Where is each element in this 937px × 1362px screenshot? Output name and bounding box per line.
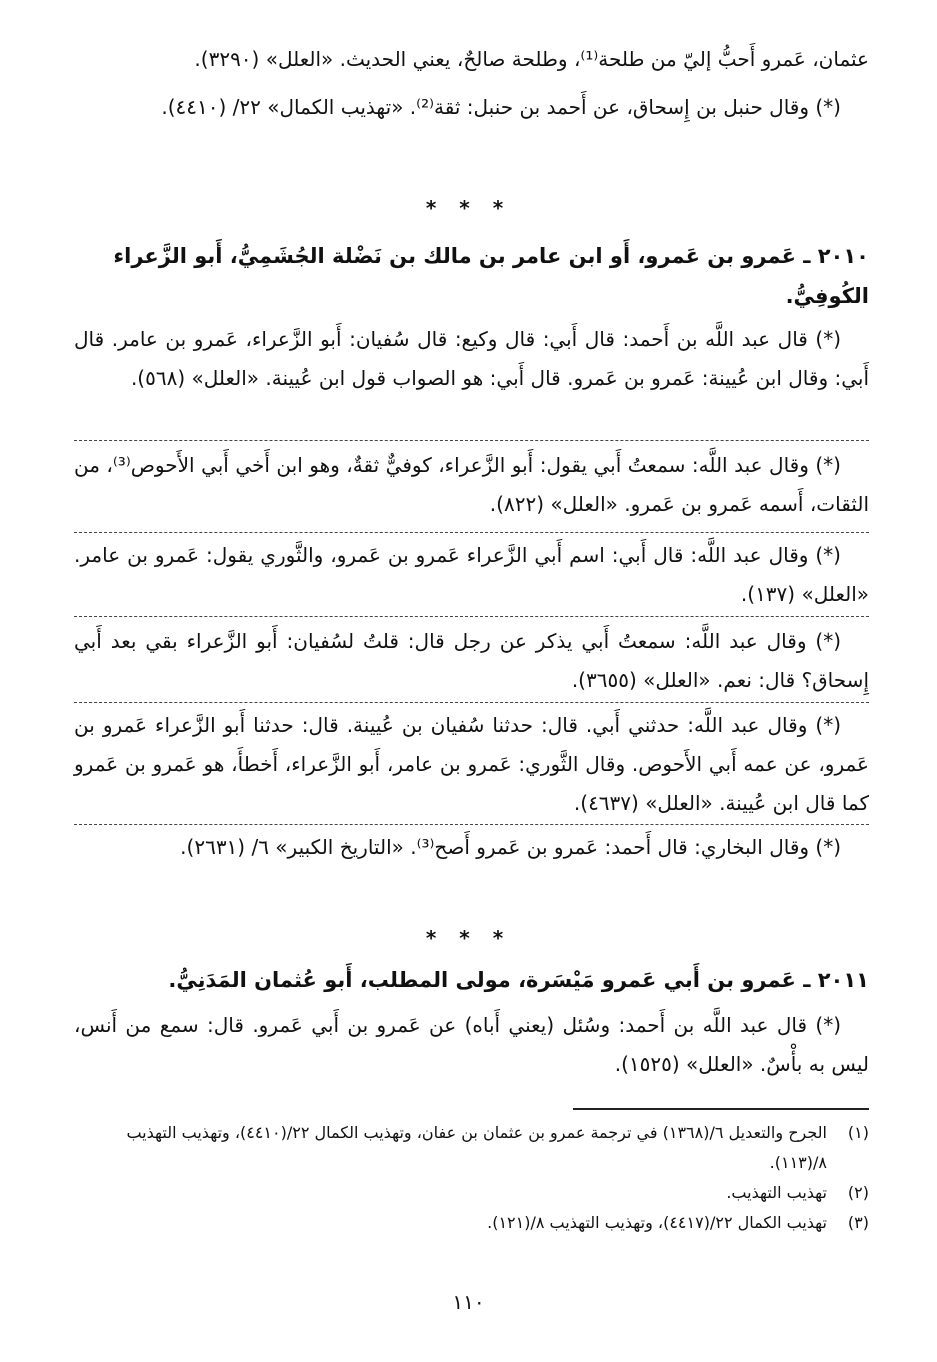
paragraph-2010-2: (*) وقال عبد اللَّه: سمعتُ أَبي يقول: أَبو الزَّعراء، كوفيٌّ ثقةٌ، وهو ابن أَخي أَبي الأَحوص⁽³⁾، من الثقات، أَسمه عَمرو بن عَمرو. «العلل» (٨٢٢).	[74, 453, 869, 516]
footnote-number: (٣)	[847, 1213, 869, 1232]
separator-stars: * * *	[425, 196, 512, 220]
footnote-rule	[573, 1108, 869, 1110]
paragraph-continuation: عثمان، عَمرو أَحبُّ إليّ من طلحة⁽¹⁾، وطلحة صالحٌ، يعني الحديث. «العلل» (٣٢٩٠).	[194, 47, 869, 71]
paragraph-2010-6: (*) وقال البخاري: قال أَحمد: عَمرو بن عَمرو أَصح⁽³⁾. «التاريخ الكبير» ٦/ (٢٦٣١).	[180, 835, 841, 859]
footnote-text: تهذيب التهذيب.	[726, 1183, 827, 1202]
footnote-number: (٢)	[847, 1183, 869, 1202]
footnote	[74, 1178, 869, 1208]
dashed-divider	[74, 532, 869, 533]
paragraph-2010-1: (*) قال عبد اللَّه بن أَحمد: قال أَبي: قال وكيع: قال سُفيان: أَبو الزَّعراء، عَمرو بن عامر. قال أَبي: وقال ابن عُيينة: عَمرو بن عَمرو. قال أَبي: هو الصواب قول ابن عُيينة. «العلل» (٥٦٨).	[74, 327, 869, 390]
paragraph-2010-4: (*) وقال عبد اللَّه: سمعتُ أَبي يذكر عن رجل قال: قلتُ لسُفيان: أَبو الزَّعراء بقي بعد أَبي إِسحاق؟ قال: نعم. «العلل» (٣٦٥٥).	[74, 629, 869, 692]
footnote-number: (١)	[847, 1123, 869, 1142]
footnote-text: الجرح والتعديل ٦/(١٣٦٨) في ترجمة عمرو بن عثمان بن عفان، وتهذيب الكمال ٢٢/(٤٤١٠)، وتهذيب التهذيب ٨/(١١٣).	[126, 1123, 827, 1172]
footnote-text: تهذيب الكمال ٢٢/(٤٤١٧)، وتهذيب التهذيب ٨/(١٢١).	[487, 1213, 827, 1232]
paragraph-2010-5: (*) وقال عبد اللَّه: حدثني أَبي. قال: حدثنا سُفيان بن عُيينة. قال: حدثنا أَبو الزَّعراء عَمرو بن عَمرو، عن عمه أَبي الأَحوص. وقال الثَّوري: عَمرو بن عامر، أَبو الزَّعراء، أَخطأَ، هو عَمرو بن عَمرو كما قال ابن عُيينة. «العلل» (٤٦٣٧).	[74, 713, 869, 815]
footnote	[74, 1118, 869, 1178]
dashed-divider	[74, 702, 869, 703]
footnote	[74, 1208, 869, 1238]
paragraph-hanbal: (*) وقال حنبل بن إِسحاق، عن أَحمد بن حنبل: ثقة⁽²⁾. «تهذيب الكمال» ٢٢/ (٤٤١٠).	[161, 95, 841, 119]
entry-heading-2011: ٢٠١١ ـ عَمرو بن أَبي عَمرو مَيْسَرة، مولى المطلب، أَبو عُثمان المَدَنِيُّ.	[168, 968, 869, 992]
paragraph-2010-3: (*) وقال عبد اللَّه: قال أَبي: اسم أَبي الزَّعراء عَمرو بن عَمرو، والثَّوري يقول: عَمرو بن عامر. «العلل» (١٣٧).	[74, 543, 869, 606]
dashed-divider	[74, 440, 869, 441]
dashed-divider	[74, 616, 869, 617]
entry-heading-2010: ٢٠١٠ ـ عَمرو بن عَمرو، أَو ابن عامر بن مالك بن نَضْلة الجُشَمِيُّ، أَبو الزَّعراء الكُوفِيُّ.	[113, 244, 869, 308]
footnotes	[74, 1118, 869, 1238]
page-number: ١١٠	[452, 1290, 485, 1314]
paragraph-2011-1: (*) قال عبد اللَّه بن أَحمد: وسُئل (يعني أَباه) عن عَمرو بن أَبي عَمرو. قال: سمع من أَنس، ليس به بأْسٌ. «العلل» (١٥٢٥).	[74, 1013, 869, 1076]
separator-stars: * * *	[425, 926, 512, 950]
dashed-divider	[74, 824, 869, 825]
